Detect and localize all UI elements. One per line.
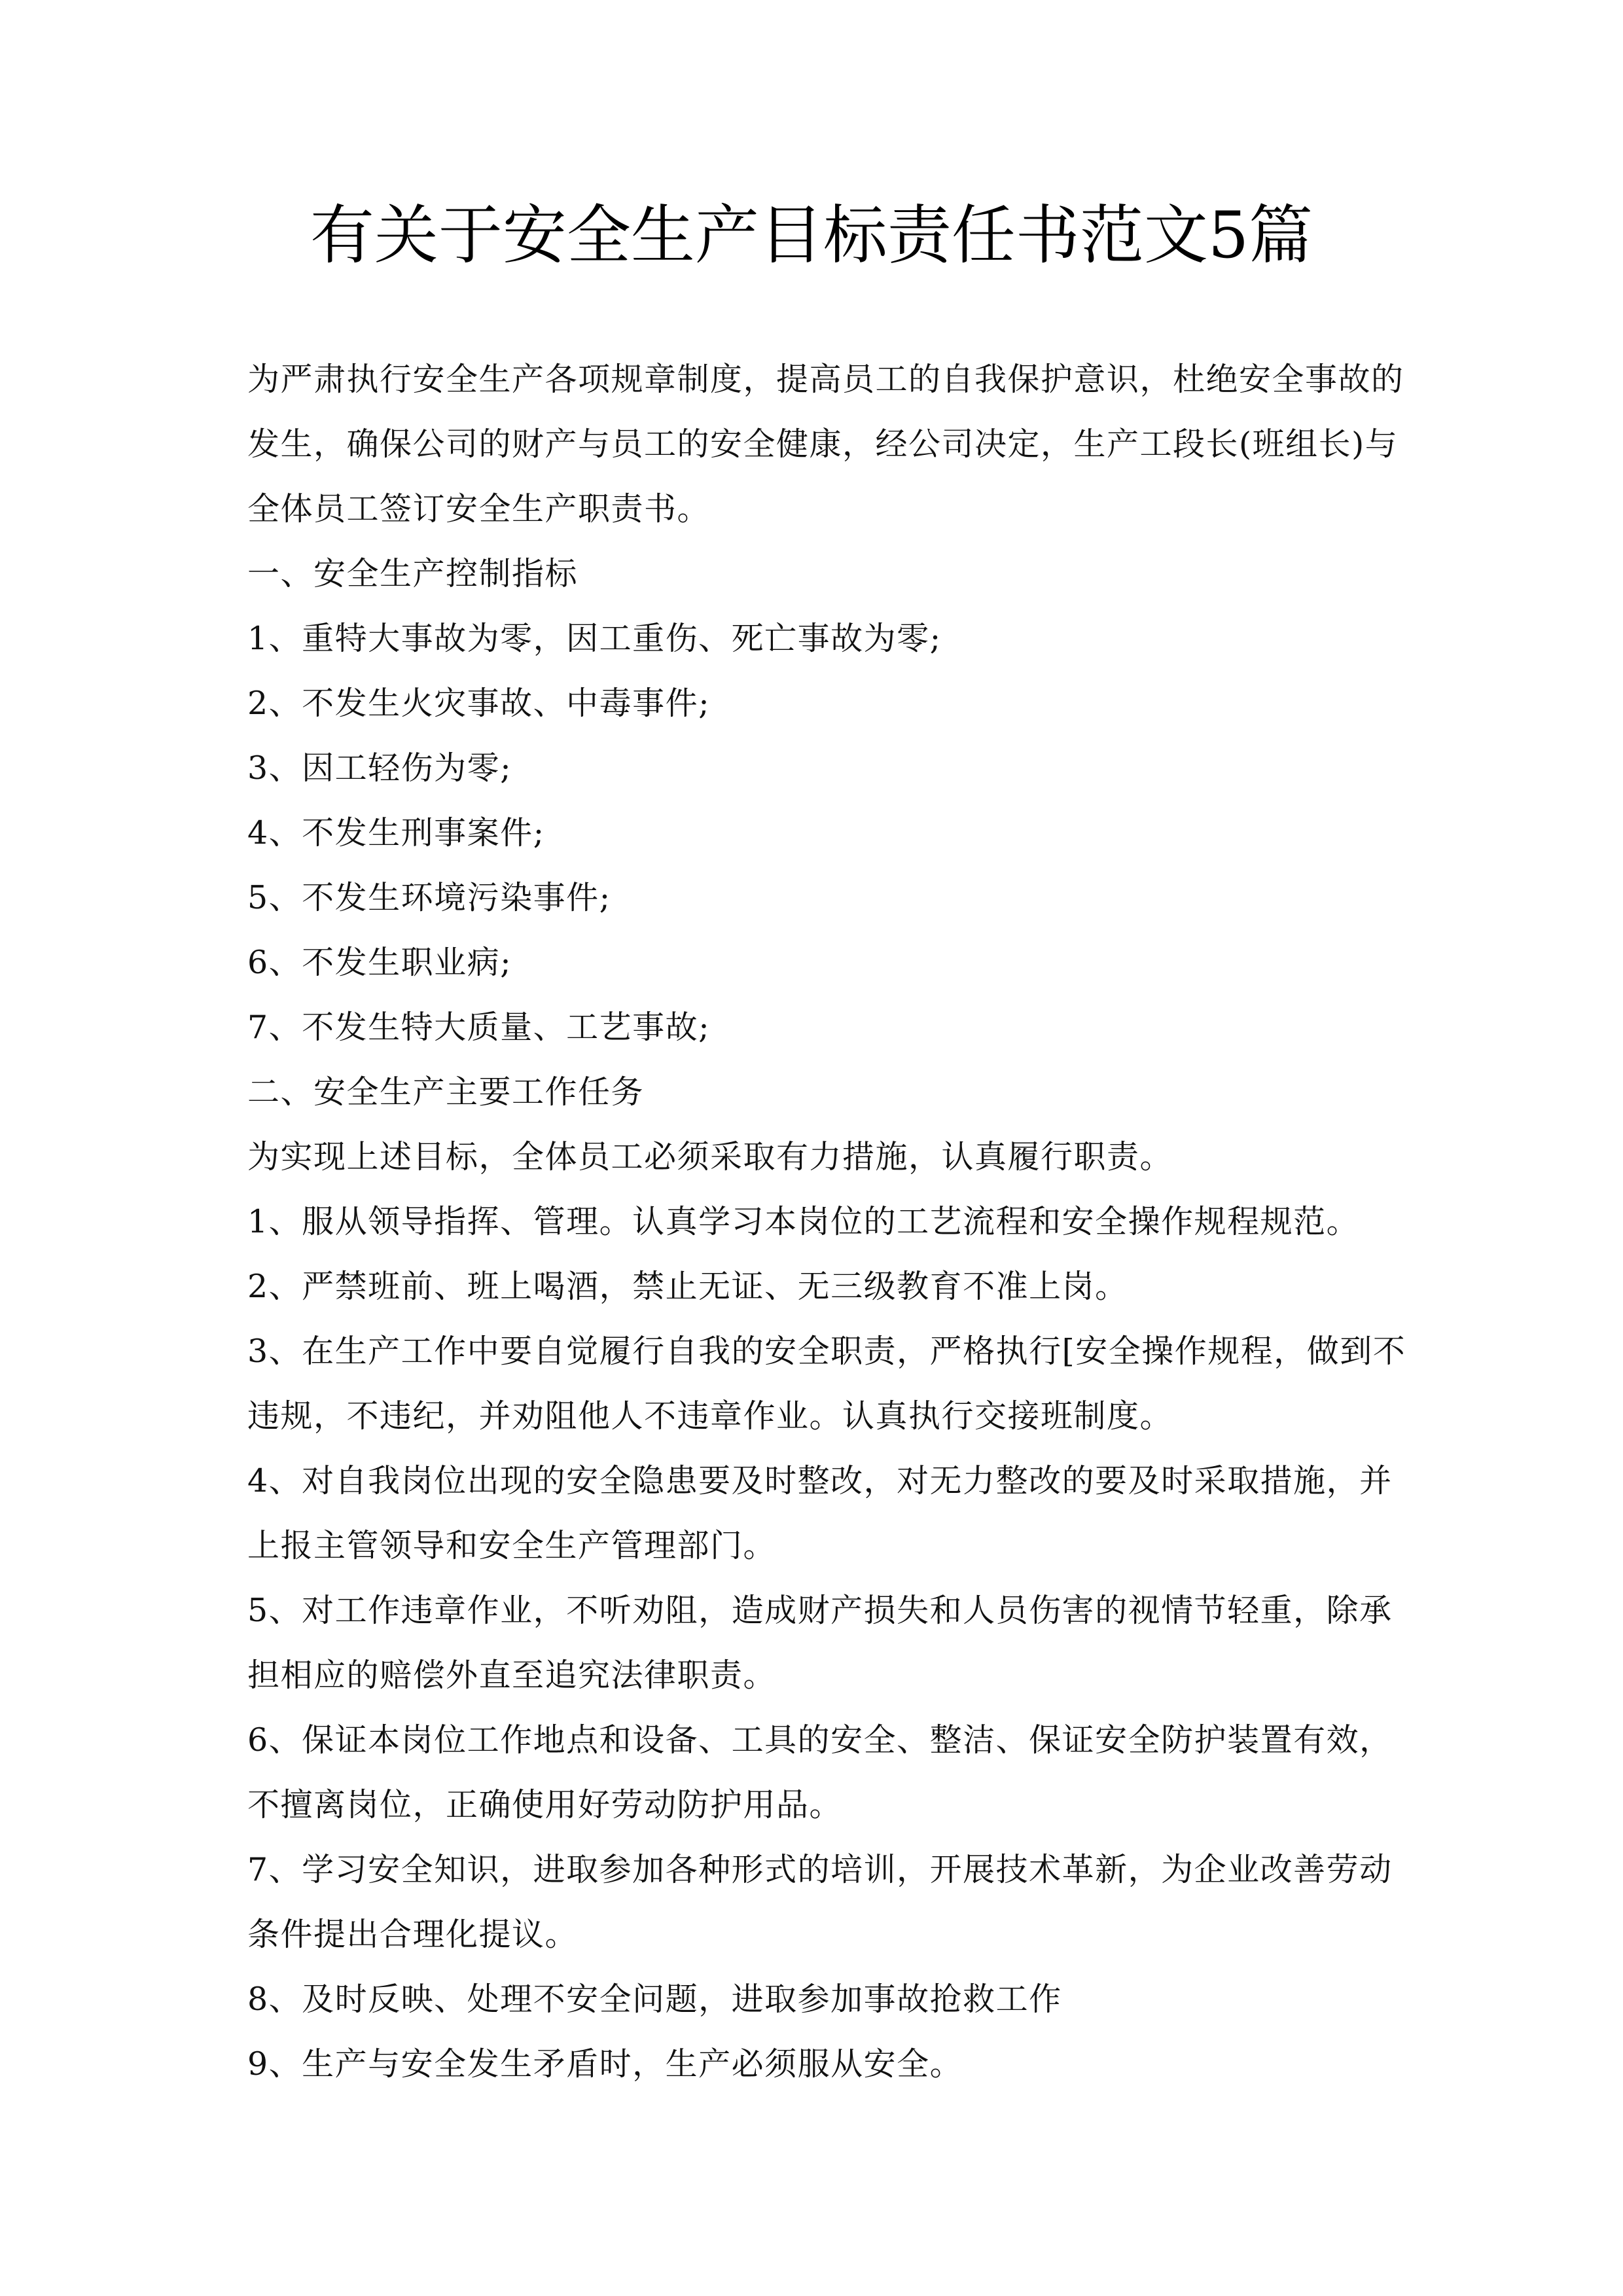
task-item-4-line-2: 上报主管领导和安全生产管理部门。 [247, 1527, 777, 1564]
indicator-item-1: 1、重特大事故为零，因工重伤、死亡事故为零; [247, 620, 942, 657]
indicator-item-6: 6、不发生职业病; [247, 944, 512, 981]
section-heading-control-indicators: 一、安全生产控制指标 [247, 555, 579, 592]
intro-paragraph-line-1: 为严肃执行安全生产各项规章制度，提高员工的自我保护意识，杜绝安全事故的 [247, 361, 1404, 398]
task-item-4-line-1: 4、对自我岗位出现的安全隐患要及时整改，对无力整改的要及时采取措施，并 [247, 1462, 1393, 1499]
indicator-item-2: 2、不发生火灾事故、中毒事件; [247, 685, 711, 722]
task-item-7-line-1: 7、学习安全知识，进取参加各种形式的培训，开展技术革新，为企业改善劳动 [247, 1851, 1393, 1888]
indicator-item-3: 3、因工轻伤为零; [247, 749, 512, 787]
task-item-6-line-1: 6、保证本岗位工作地点和设备、工具的安全、整洁、保证安全防护装置有效， [247, 1721, 1393, 1759]
indicator-item-4: 4、不发生刑事案件; [247, 814, 545, 852]
intro-paragraph-line-2: 发生，确保公司的财产与员工的安全健康，经公司决定，生产工段长(班组长)与 [247, 425, 1399, 463]
document-title: 有关于安全生产目标责任书范文5篇 [310, 198, 1313, 273]
task-item-3-line-2: 违规，不违纪，并劝阻他人不违章作业。认真执行交接班制度。 [247, 1397, 1173, 1435]
task-item-8: 8、及时反映、处理不安全问题，进取参加事故抢救工作 [247, 1981, 1062, 2018]
tasks-intro-line: 为实现上述目标，全体员工必须采取有力措施，认真履行职责。 [247, 1138, 1173, 1175]
task-item-5-line-1: 5、对工作违章作业，不听劝阻，造成财产损失和人员伤害的视情节轻重，除承 [247, 1592, 1393, 1629]
section-heading-main-tasks: 二、安全生产主要工作任务 [247, 1073, 645, 1111]
task-item-9: 9、生产与安全发生矛盾时，生产必须服从安全。 [247, 2045, 963, 2083]
indicator-item-7: 7、不发生特大质量、工艺事故; [247, 1009, 711, 1046]
task-item-7-line-2: 条件提出合理化提议。 [247, 1916, 579, 1953]
task-item-2: 2、严禁班前、班上喝酒，禁止无证、无三级教育不准上岗。 [247, 1268, 1128, 1305]
task-item-3-line-1: 3、在生产工作中要自觉履行自我的安全职责，严格执行[安全操作规程，做到不 [247, 1333, 1406, 1370]
indicator-item-5: 5、不发生环境污染事件; [247, 879, 611, 916]
task-item-1: 1、服从领导指挥、管理。认真学习本岗位的工艺流程和安全操作规程规范。 [247, 1203, 1360, 1240]
task-item-5-line-2: 担相应的赔偿外直至追究法律职责。 [247, 1657, 777, 1694]
intro-paragraph-line-3: 全体员工签订安全生产职责书。 [247, 490, 711, 528]
task-item-6-line-2: 不擅离岗位，正确使用好劳动防护用品。 [247, 1786, 843, 1823]
